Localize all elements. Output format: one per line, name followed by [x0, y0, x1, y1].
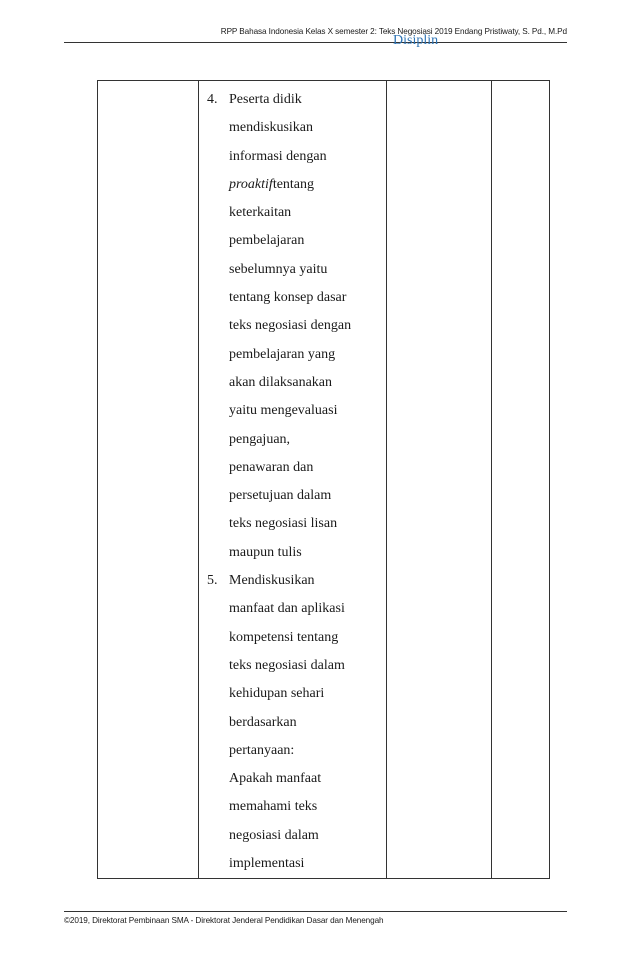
item-line: pertanyaan: [229, 742, 295, 758]
item-line: kehidupan sehari [229, 686, 325, 702]
lesson-plan-table-wrap [97, 33, 548, 876]
item-line: maupun tulis [229, 544, 302, 560]
item-line: memahami teks [229, 799, 318, 815]
item-number: 4. [207, 92, 218, 107]
item-line: berdasarkan [229, 714, 297, 730]
item-number: 5. [207, 573, 218, 589]
activity-item-4 [207, 86, 382, 567]
italic-word: proaktif [229, 176, 273, 192]
item-line-proaktif [229, 171, 382, 199]
empty-cell-left [98, 81, 199, 879]
item-line: Apakah manfaat [229, 771, 322, 787]
item-line: teks negosiasi dengan [229, 318, 352, 334]
activity-cell [199, 81, 387, 879]
activity-list [199, 81, 386, 878]
item-line: implementasi [229, 856, 305, 872]
page-header [64, 22, 567, 43]
item-line: akan dilaksanakan [229, 374, 333, 390]
lesson-plan-table [97, 33, 550, 879]
item-line: negosiasi dalam [229, 827, 319, 843]
item-line: persetujuan dalam [229, 488, 332, 504]
page-footer [64, 911, 567, 932]
item-line: manfaat dan aplikasi [229, 601, 345, 617]
activity-item-5 [207, 567, 382, 878]
item-line: sebelumnya yaitu [229, 261, 328, 277]
rest-word: tentang [272, 176, 315, 192]
header-text: RPP Bahasa Indonesia Kelas X semester 2: Teks Negosiasi 2019 Endang Pristiwaty, S. Pd., M.Pd [220, 27, 567, 36]
item-line: pembelajaran yang [229, 346, 336, 362]
empty-cell-right [492, 81, 550, 879]
item-line: yaitu mengevaluasi [229, 403, 338, 419]
item-line: Peserta didik [229, 92, 302, 107]
item-line: teks negosiasi dalam [229, 657, 345, 673]
table-row [98, 81, 550, 879]
item-line: keterkaitan [229, 205, 292, 221]
item-line: pembelajaran [229, 233, 305, 249]
item-line: teks negosiasi lisan [229, 516, 338, 532]
item-line: Mendiskusikan [229, 573, 315, 589]
item-line: tentang konsep dasar [229, 290, 347, 306]
item-line: kompetensi tentang [229, 629, 339, 645]
item-line: pengajuan, [229, 431, 291, 447]
item-line: penawaran dan [229, 459, 314, 475]
footer-text: ©2019, Direktorat Pembinaan SMA - Direktorat Jenderal Pendidikan Dasar dan Menengah [64, 916, 384, 925]
character-value: Disiplin [393, 33, 439, 48]
item-line: mendiskusikan [229, 120, 313, 136]
character-value-cell [387, 33, 492, 879]
item-line: informasi dengan [229, 148, 327, 164]
